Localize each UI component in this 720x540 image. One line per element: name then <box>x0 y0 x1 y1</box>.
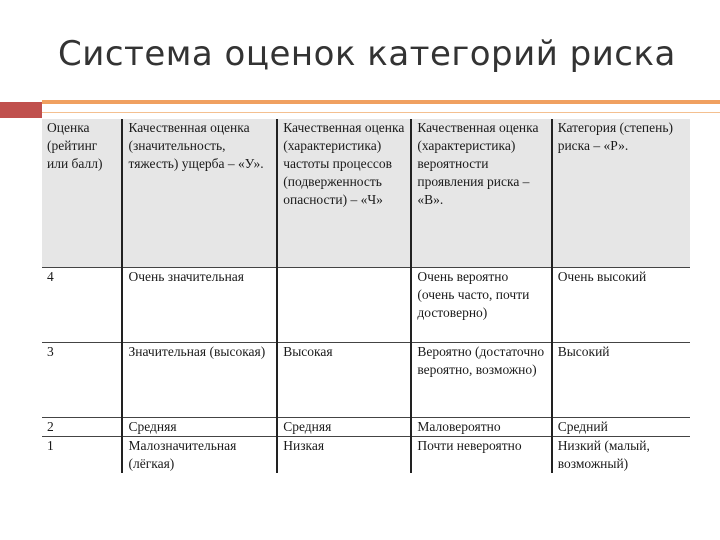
cell-frequency: Низкая <box>277 437 411 474</box>
cell-damage: Средняя <box>122 418 277 437</box>
header-risk-category: Категория (степень) риска – «Р». <box>552 119 690 268</box>
cell-rating: 1 <box>42 437 122 474</box>
cell-risk-category: Средний <box>552 418 690 437</box>
header-frequency: Качественная оценка (характеристика) частоты процессов (подверженность опасности) – «Ч» <box>277 119 411 268</box>
cell-probability: Очень вероятно (очень часто, почти достоверно) <box>411 268 551 343</box>
cell-risk-category: Высокий <box>552 343 690 418</box>
accent-square <box>0 102 42 118</box>
accent-line-thin <box>42 112 720 113</box>
cell-risk-category: Очень высокий <box>552 268 690 343</box>
risk-category-table <box>42 119 690 473</box>
cell-frequency <box>277 268 411 343</box>
cell-rating: 2 <box>42 418 122 437</box>
cell-rating: 3 <box>42 343 122 418</box>
table-header-row <box>42 119 690 268</box>
slide-title: Система оценок категорий риска <box>58 34 676 74</box>
cell-risk-category: Низкий (малый, возможный) <box>557 438 650 471</box>
header-rating: Оценка (рейтинг или балл) <box>42 119 122 268</box>
cell-damage: Очень значительная <box>122 268 277 343</box>
table-row <box>42 437 690 474</box>
cell-damage: Значительная (высокая) <box>122 343 277 418</box>
table-row <box>42 343 690 418</box>
cell-frequency: Средняя <box>277 418 411 437</box>
cell-damage: Малозначительная (лёгкая) <box>122 437 277 474</box>
cell-frequency: Высокая <box>277 343 411 418</box>
cell-rating: 4 <box>42 268 122 343</box>
cell-probability: Вероятно (достаточно вероятно, возможно) <box>411 343 551 418</box>
cell-probability: Маловероятно <box>411 418 551 437</box>
cell-probability: Почти невероятно <box>411 437 551 474</box>
header-damage: Качественная оценка (значительность, тяжесть) ущерба – «У». <box>122 119 277 268</box>
table-row <box>42 268 690 343</box>
accent-line <box>42 100 720 104</box>
table-row <box>42 418 690 437</box>
header-probability: Качественная оценка (характеристика) вероятности проявления риска – «В». <box>411 119 551 268</box>
risk-table-container <box>42 119 690 474</box>
